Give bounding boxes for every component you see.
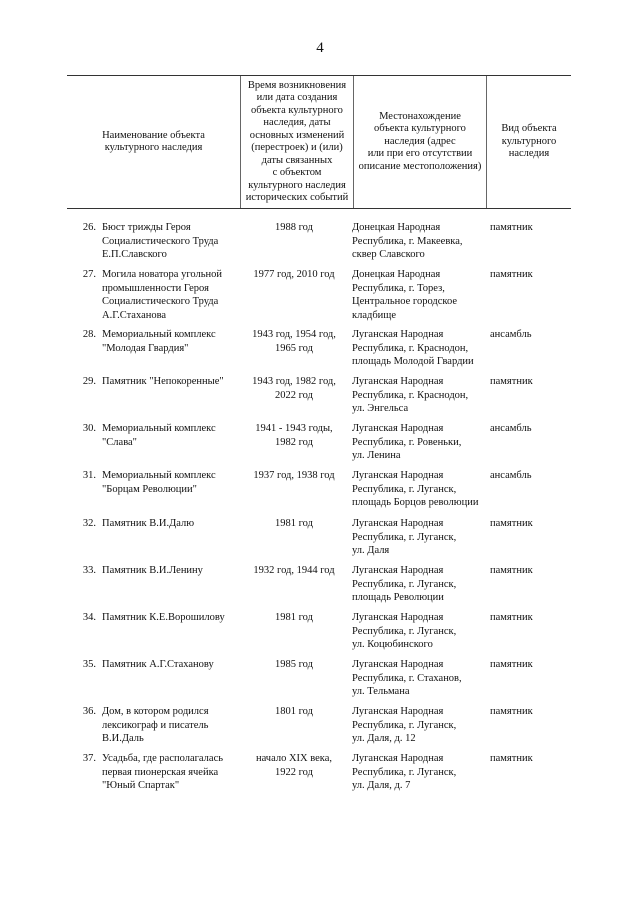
heritage-name	[102, 752, 242, 793]
heritage-location-line: Луганская Народная	[352, 659, 444, 670]
header-text-line: даты связанных	[261, 154, 333, 166]
heritage-name	[102, 422, 242, 449]
heritage-date-line: 1965 год	[275, 342, 313, 354]
heritage-name	[102, 705, 242, 746]
heritage-date-line: 1801 год	[275, 706, 313, 717]
heritage-name-line: Усадьба, где располагалась	[102, 753, 224, 764]
row-number: 32.	[82, 518, 96, 529]
heritage-name-line: Бюст трижды Героя	[102, 222, 191, 233]
heritage-location-line: Донецкая Народная	[352, 222, 441, 233]
heritage-location-line: Центральное городское	[352, 296, 457, 307]
header-name	[67, 76, 240, 208]
heritage-date	[242, 658, 346, 672]
heritage-type: памятник	[490, 376, 533, 387]
heritage-location-line: Республика, г. Торез,	[352, 282, 445, 294]
heritage-date-line: 1985 год	[275, 659, 313, 670]
heritage-date	[242, 375, 346, 402]
heritage-date	[242, 221, 346, 235]
heritage-location	[352, 705, 488, 746]
heritage-date	[242, 268, 346, 282]
heritage-name-line: Мемориальный комплекс	[102, 470, 216, 481]
row-number: 31.	[82, 470, 96, 481]
heritage-location-line: Республика, г. Луганск,	[352, 531, 457, 543]
heritage-name-line: "Молодая Гвардия"	[102, 342, 189, 354]
header-text-line: описание местоположения)	[358, 160, 482, 172]
heritage-type: памятник	[490, 222, 533, 233]
header-text-line: Местонахождение	[379, 110, 461, 122]
heritage-date-line: 1943 год, 1954 год,	[252, 329, 336, 340]
heritage-location-line: Луганская Народная	[352, 376, 444, 387]
heritage-date-line: 2022 год	[275, 389, 313, 401]
heritage-name-line: лексикограф и писатель	[102, 719, 209, 731]
heritage-location-line: ул. Даля, д. 12	[352, 733, 416, 744]
heritage-name-line: Е.П.Славского	[102, 249, 167, 260]
heritage-date-line: 1981 год	[275, 612, 313, 623]
heritage-location	[352, 422, 488, 463]
row-number: 26.	[82, 222, 96, 233]
heritage-location-line: ул. Тельмана	[352, 686, 410, 697]
header-text-line: объекта культурного	[374, 123, 466, 135]
row-number: 37.	[82, 753, 96, 764]
heritage-date	[242, 564, 346, 578]
heritage-name-line: Памятник "Непокоренные"	[102, 376, 224, 387]
heritage-location	[352, 268, 488, 322]
heritage-date-line: 1941 - 1943 годы,	[255, 423, 333, 434]
header-text-line: основных изменений	[249, 129, 345, 141]
header-text-line: (перестроек) и (или)	[251, 142, 343, 153]
heritage-location-line: Республика, г. Ровеньки,	[352, 436, 462, 448]
heritage-location-line: Луганская Народная	[352, 612, 444, 623]
heritage-name-line: Мемориальный комплекс	[102, 329, 216, 340]
row-number: 27.	[82, 269, 96, 280]
header-text-line: Время возникновения	[247, 79, 347, 91]
heritage-date-line: 1932 год, 1944 год	[253, 565, 335, 576]
heritage-location-line: площадь Молодой Гвардии	[352, 356, 474, 367]
heritage-location-line: сквер Славского	[352, 249, 425, 260]
row-number: 30.	[82, 423, 96, 434]
heritage-location-line: Республика, г. Луганск,	[352, 578, 457, 590]
heritage-type: ансамбль	[490, 470, 532, 481]
heritage-name	[102, 375, 242, 389]
header-date	[241, 76, 353, 208]
heritage-type: памятник	[490, 753, 533, 764]
row-number: 34.	[82, 612, 96, 623]
heritage-location	[352, 658, 488, 699]
heritage-location-line: Луганская Народная	[352, 518, 444, 529]
heritage-type: памятник	[490, 659, 533, 670]
heritage-location	[352, 752, 488, 793]
heritage-location-line: площадь Борцов революции	[352, 497, 479, 508]
heritage-location-line: Республика, г. Луганск,	[352, 483, 457, 495]
heritage-location-line: Луганская Народная	[352, 470, 444, 481]
heritage-location	[352, 469, 488, 510]
heritage-name-line: Памятник А.Г.Стаханову	[102, 659, 214, 670]
heritage-name-line: Социалистического Труда	[102, 235, 219, 247]
heritage-name	[102, 564, 242, 578]
header-text-line: Вид объекта	[501, 123, 557, 135]
heritage-date	[242, 611, 346, 625]
heritage-date	[242, 752, 346, 779]
header-text-line: Наименование объекта	[102, 129, 205, 141]
heritage-location	[352, 328, 488, 369]
heritage-name	[102, 268, 242, 322]
heritage-name-line: Дом, в котором родился	[102, 706, 209, 717]
heritage-date-line: 1943 год, 1982 год,	[252, 376, 336, 387]
header-text-line: культурного наследия	[104, 142, 203, 153]
heritage-date-line: 1982 год	[275, 436, 313, 448]
heritage-name-line: "Юный Спартак"	[102, 780, 180, 791]
heritage-location-line: площадь Революции	[352, 592, 444, 603]
heritage-name-line: первая пионерская ячейка	[102, 766, 219, 778]
heritage-name-line: Мемориальный комплекс	[102, 423, 216, 434]
heritage-type: памятник	[490, 518, 533, 529]
header-text-line: или при его отсутствии	[367, 148, 473, 160]
header-text-line: объекта культурного	[251, 104, 343, 116]
header-text-line: наследия (адрес	[384, 135, 456, 147]
heritage-name	[102, 658, 242, 672]
heritage-location-line: ул. Ленина	[352, 450, 401, 461]
heritage-location	[352, 564, 488, 605]
heritage-location-line: Республика, г. Луганск,	[352, 625, 457, 637]
header-type	[487, 76, 571, 208]
heritage-date-line: 1937 год, 1938 год	[253, 470, 335, 481]
heritage-date-line: начало XIX века,	[255, 753, 333, 764]
heritage-type: памятник	[490, 706, 533, 717]
heritage-location	[352, 221, 488, 262]
heritage-date-line: 1988 год	[275, 222, 313, 233]
heritage-location-line: Республика, г. Стаханов,	[352, 672, 462, 684]
heritage-date	[242, 422, 346, 449]
heritage-name-line: "Борцам Революции"	[102, 483, 197, 495]
heritage-type: памятник	[490, 612, 533, 623]
page-number: 4	[316, 40, 324, 56]
heritage-location-line: Республика, г. Макеевка,	[352, 235, 463, 247]
heritage-name	[102, 221, 242, 262]
heritage-name-line: Могила новатора угольной	[102, 269, 223, 280]
heritage-location-line: Донецкая Народная	[352, 269, 441, 280]
header-text-line: культурного наследия	[248, 179, 346, 191]
heritage-type: ансамбль	[490, 423, 532, 434]
heritage-name-line: "Слава"	[102, 436, 137, 448]
heritage-name	[102, 517, 242, 531]
header-text-line: исторических событий	[245, 192, 349, 203]
row-number: 29.	[82, 376, 96, 387]
heritage-date-line: 1922 год	[275, 766, 313, 778]
heritage-name-line: А.Г.Стаханова	[102, 309, 167, 321]
heritage-location-line: кладбище	[352, 309, 397, 321]
heritage-location-line: ул. Энгельса	[352, 403, 409, 414]
heritage-date	[242, 517, 346, 531]
heritage-date	[242, 469, 346, 483]
heritage-location	[352, 375, 488, 416]
heritage-type: ансамбль	[490, 329, 532, 340]
heritage-name-line: Памятник В.И.Ленину	[102, 565, 203, 576]
row-number: 36.	[82, 706, 96, 717]
header-text-line: наследия	[508, 148, 550, 160]
heritage-location	[352, 517, 488, 558]
heritage-location-line: Республика, г. Луганск,	[352, 766, 457, 778]
heritage-name-line: Памятник К.Е.Ворошилову	[102, 612, 225, 623]
heritage-name-line: промышленности Героя	[102, 282, 209, 294]
heritage-name	[102, 469, 242, 496]
heritage-location-line: Луганская Народная	[352, 753, 444, 764]
header-text-line: или дата создания	[256, 92, 338, 103]
heritage-name-line: В.И.Даль	[102, 733, 144, 744]
heritage-location-line: ул. Даля	[352, 545, 390, 556]
heritage-location-line: ул. Коцюбинского	[352, 639, 433, 650]
heritage-date-line: 1977 год, 2010 год	[253, 269, 335, 280]
row-number: 33.	[82, 565, 96, 576]
header-text-line: наследия, даты	[263, 117, 331, 128]
heritage-type: памятник	[490, 565, 533, 576]
heritage-location-line: Республика, г. Краснодон,	[352, 342, 469, 354]
heritage-location-line: Луганская Народная	[352, 423, 444, 434]
heritage-name	[102, 611, 242, 625]
heritage-name-line: Социалистического Труда	[102, 296, 219, 307]
heritage-location	[352, 611, 488, 652]
heritage-date	[242, 328, 346, 355]
row-number: 28.	[82, 329, 96, 340]
heritage-name	[102, 328, 242, 355]
heritage-name-line: Памятник В.И.Далю	[102, 518, 195, 529]
header-location	[354, 76, 486, 208]
heritage-location-line: Республика, г. Краснодон,	[352, 389, 469, 401]
table-header	[67, 75, 571, 209]
heritage-location-line: ул. Даля, д. 7	[352, 780, 411, 791]
heritage-location-line: Луганская Народная	[352, 706, 444, 717]
row-number: 35.	[82, 659, 96, 670]
heritage-location-line: Луганская Народная	[352, 329, 444, 340]
heritage-location-line: Республика, г. Луганск,	[352, 719, 457, 731]
heritage-date-line: 1981 год	[275, 518, 313, 529]
heritage-location-line: Луганская Народная	[352, 565, 444, 576]
header-text-line: культурного	[501, 135, 557, 147]
heritage-date	[242, 705, 346, 719]
heritage-type: памятник	[490, 269, 533, 280]
header-text-line: с объектом	[272, 167, 322, 178]
